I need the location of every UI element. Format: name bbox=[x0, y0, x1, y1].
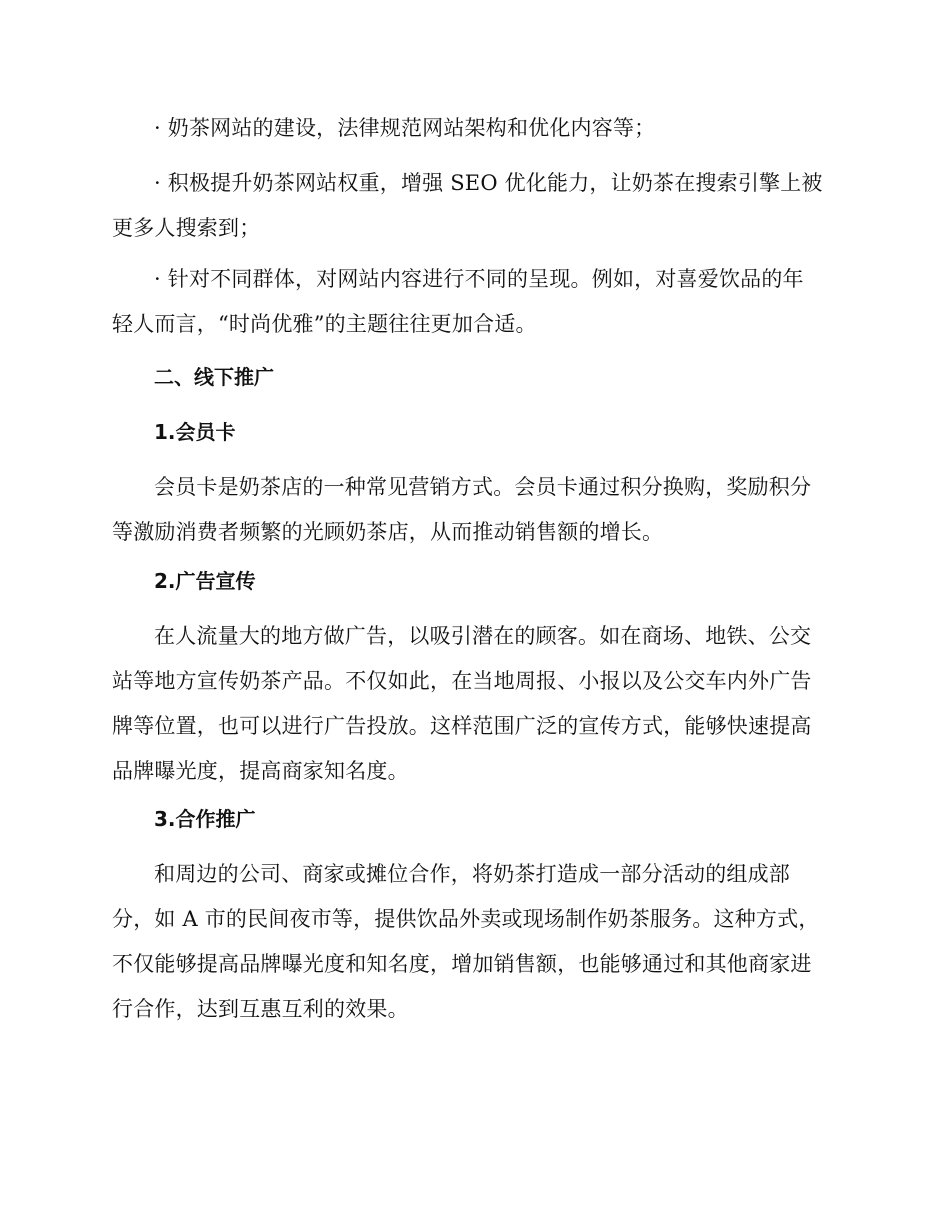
text-line: 会员卡是奶茶店的一种常见营销方式。会员卡通过积分换购，奖励积分 bbox=[154, 475, 812, 499]
text-line: 更多人搜索到； bbox=[112, 216, 261, 240]
text-line: · 奶茶网站的建设，法律规范网站架构和优化内容等； bbox=[154, 116, 656, 140]
text-line: 品牌曝光度，提高商家知名度。 bbox=[112, 759, 409, 783]
paragraph-cooperation bbox=[112, 852, 834, 1032]
text-line: 轻人而言，“时尚优雅”的主题往往更加合适。 bbox=[112, 312, 537, 336]
text-line: · 积极提升奶茶网站权重，增强 SEO 优化能力，让奶茶在搜索引擎上被 bbox=[154, 171, 823, 195]
bullet-item-audience bbox=[112, 257, 834, 347]
paragraph-membership-card bbox=[112, 465, 834, 555]
text-line: 等激励消费者频繁的光顾奶茶店，从而推动销售额的增长。 bbox=[112, 520, 664, 544]
text-line: 牌等位置，也可以进行广告投放。这样范围广泛的宣传方式，能够快速提高 bbox=[112, 714, 812, 738]
text-line: 不仅能够提高品牌曝光度和知名度，增加销售额，也能够通过和其他商家进 bbox=[112, 952, 812, 976]
section-heading: 二、线下推广 bbox=[154, 365, 274, 389]
text-line: 和周边的公司、商家或摊位合作，将奶茶打造成一部分活动的组成部 bbox=[154, 862, 790, 886]
text-line: 站等地方宣传奶茶产品。不仅如此，在当地周报、小报以及公交车内外广告 bbox=[112, 669, 812, 693]
bullet-item-seo bbox=[112, 161, 834, 251]
paragraph-advertising bbox=[112, 614, 834, 794]
text-line: 分，如 A 市的民间夜市等，提供饮品外卖或现场制作奶茶服务。这种方式， bbox=[112, 907, 820, 931]
subsection-heading-advertising: 2.广告宣传 bbox=[154, 569, 256, 593]
subsection-heading-membership-card: 1.会员卡 bbox=[154, 420, 236, 444]
text-line: 行合作，达到互惠互利的效果。 bbox=[112, 997, 409, 1021]
subsection-heading-cooperation: 3.合作推广 bbox=[154, 807, 256, 831]
text-line: 在人流量大的地方做广告，以吸引潜在的顾客。如在商场、地铁、公交 bbox=[154, 624, 812, 648]
text-line: · 针对不同群体，对网站内容进行不同的呈现。例如，对喜爱饮品的年 bbox=[154, 267, 804, 291]
bullet-item-website-building bbox=[112, 106, 834, 151]
